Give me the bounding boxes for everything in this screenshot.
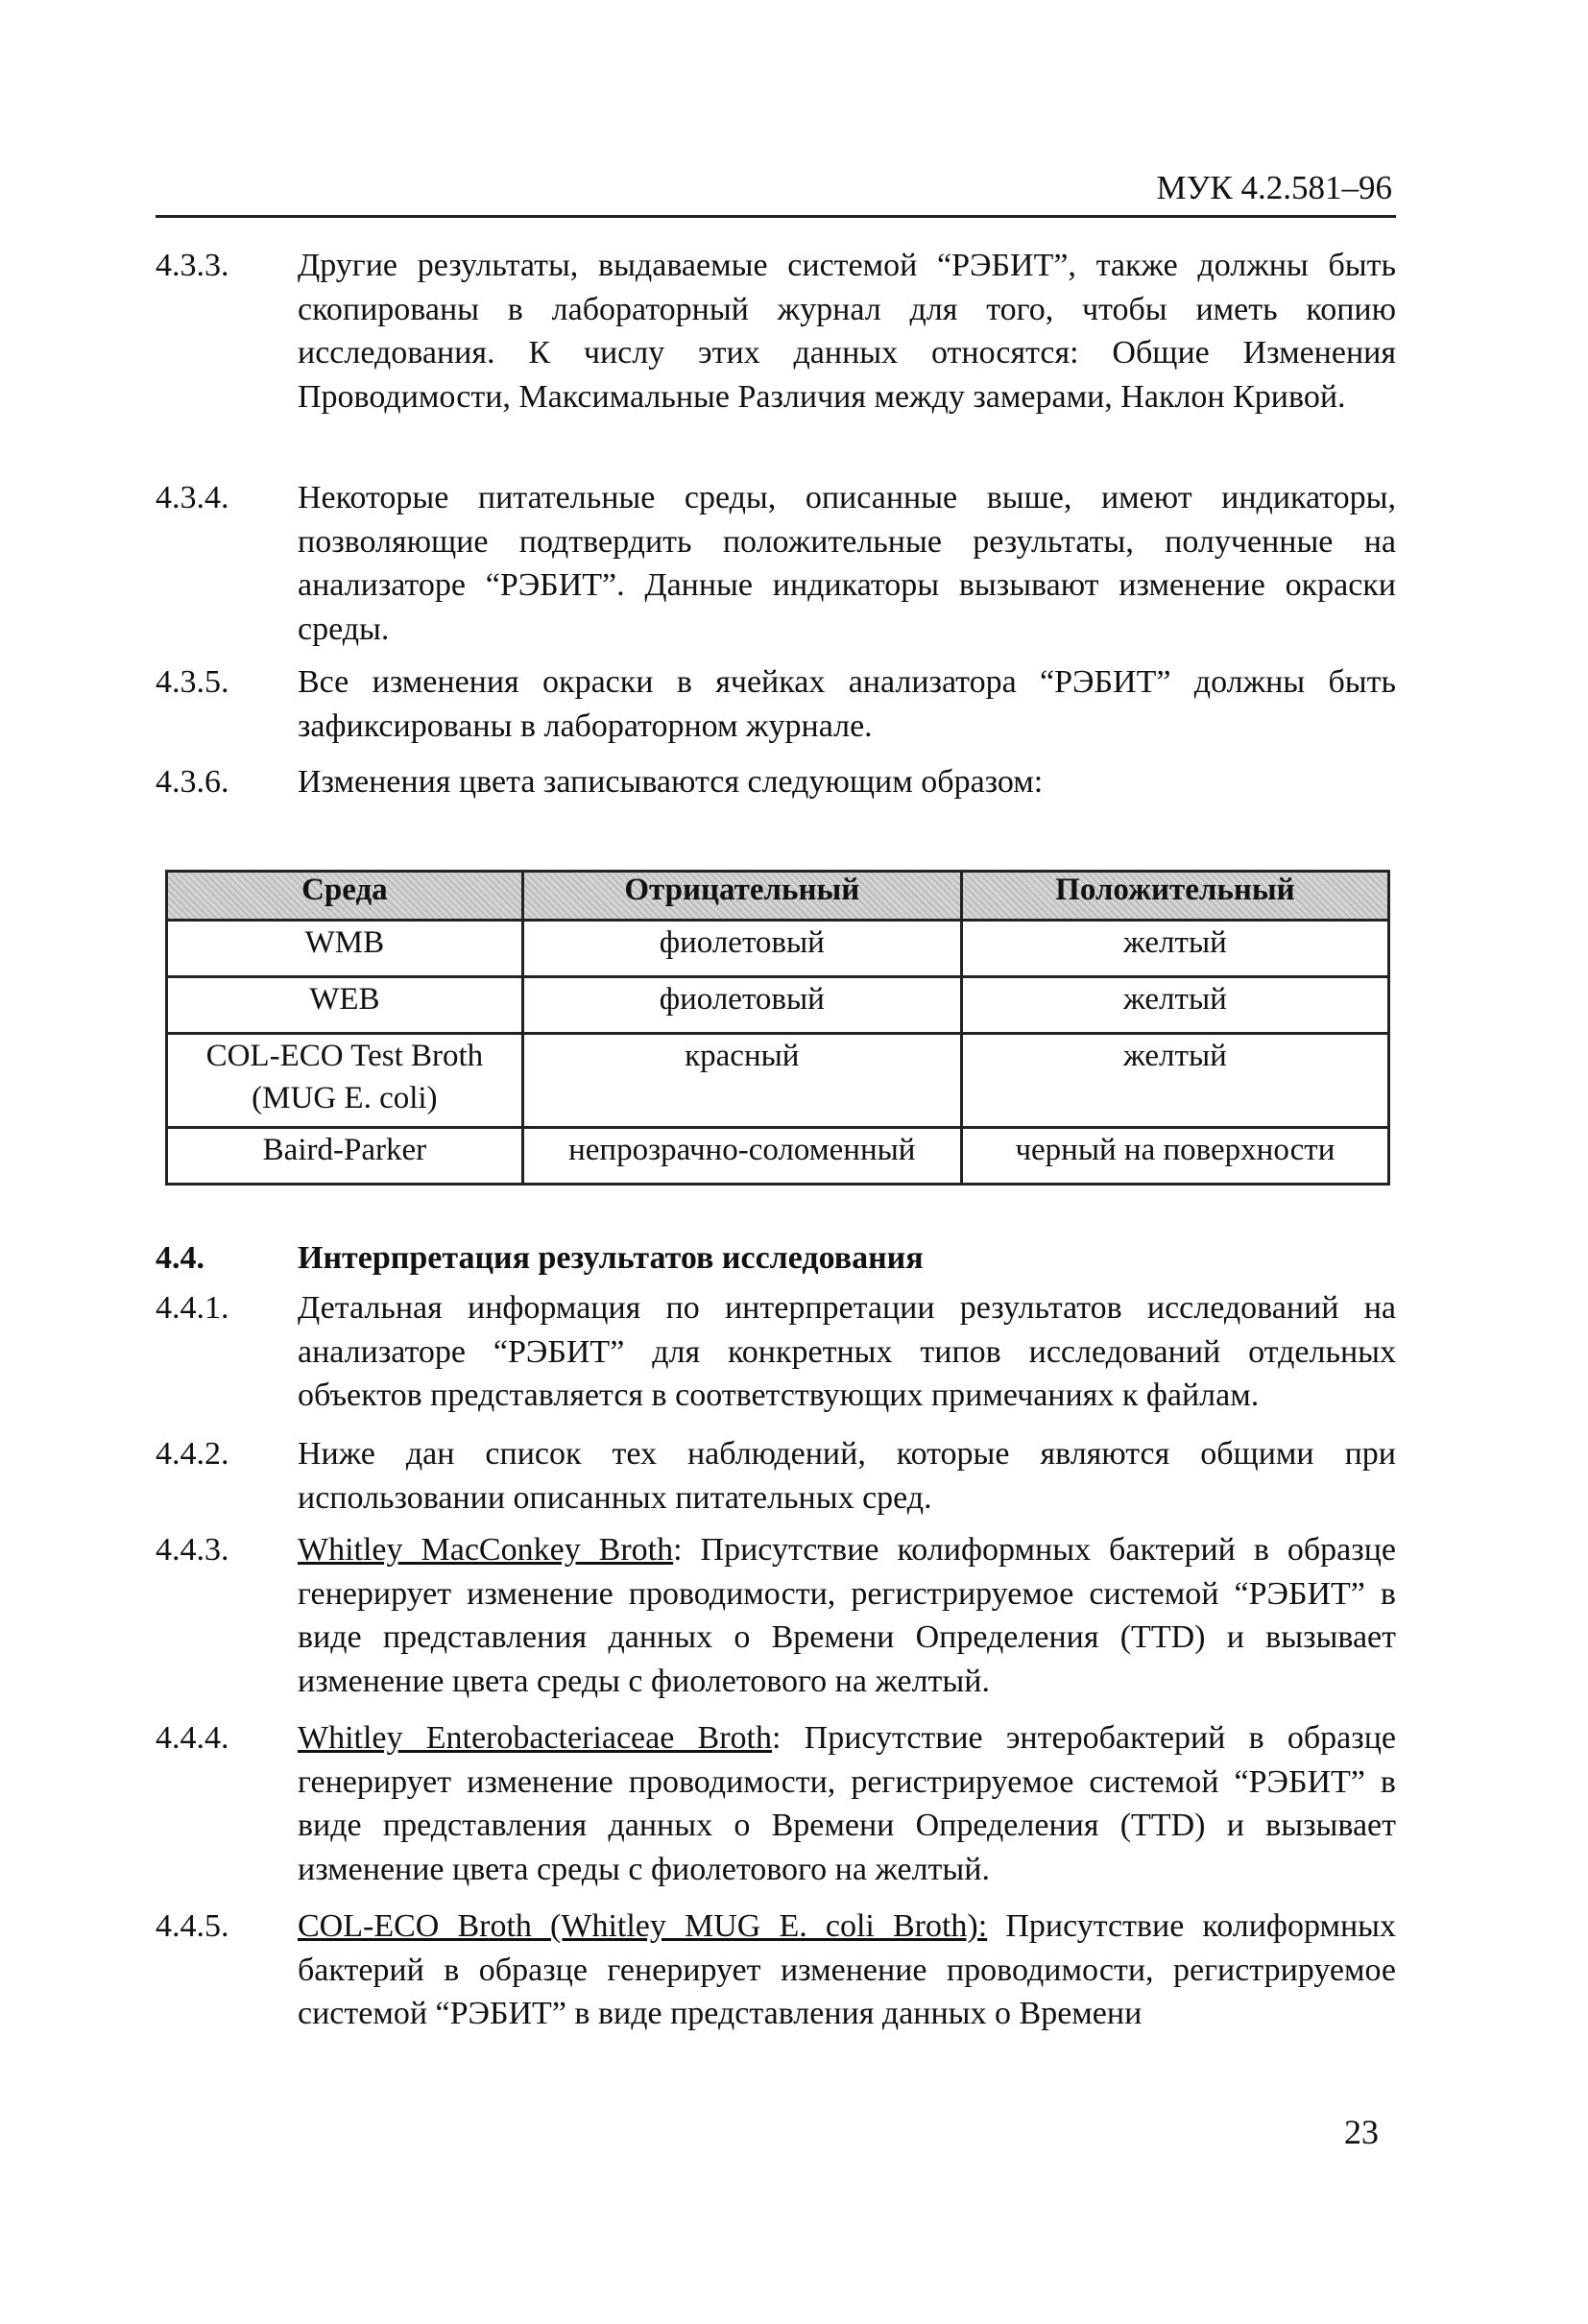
table-row — [167, 977, 1389, 1034]
paragraph-number: 4.3.5. — [156, 664, 229, 700]
cell-positive: черный на поверхности — [961, 1128, 1388, 1185]
table-header-row — [167, 872, 1389, 921]
header-medium: Среда — [167, 872, 523, 921]
paragraph-number: 4.3.6. — [156, 764, 229, 800]
document-code: МУК 4.2.581–96 — [1156, 169, 1392, 206]
cell-positive: желтый — [961, 977, 1388, 1034]
cell-negative: фиолетовый — [522, 977, 961, 1034]
cell-medium: COL-ECO Test Broth (MUG E. coli) — [167, 1034, 523, 1128]
cell-medium: WMB — [167, 921, 523, 977]
section-number: 4.4. — [156, 1240, 205, 1276]
header-negative: Отрицательный — [522, 872, 961, 921]
cell-medium: Baird-Parker — [167, 1128, 523, 1185]
page-number: 23 — [1344, 2113, 1379, 2151]
paragraph-body: : Присутствие колиформных бактерий в образце генерирует изменение проводимости, регистрируемое системой “РЭБИТ” в виде представления данных о Времени Определения (TTD) и вызывает изменение цвета среды с фиолетового на желтый. — [298, 1532, 1396, 1699]
paragraph-text — [298, 1716, 1396, 1891]
table-row — [167, 921, 1389, 977]
cell-positive: желтый — [961, 1034, 1388, 1128]
color-change-table — [165, 870, 1390, 1186]
table-row — [167, 1034, 1389, 1128]
paragraph-text: Изменения цвета записываются следующим образом: — [298, 764, 1044, 800]
cell-negative: красный — [522, 1034, 961, 1128]
paragraph-number: 4.3.4. — [156, 480, 229, 515]
paragraph-number: 4.4.2. — [156, 1436, 229, 1472]
paragraph-text: Другие результаты, выдаваемые системой “РЭБИТ”, также должны быть скопированы в лабораторный журнал для того, чтобы иметь копию исследования. К числу этих данных относятся: Общие Изменения Проводимости, Максимальные Различия между замерами, Наклон Кривой. — [298, 248, 1396, 415]
paragraph-text — [298, 1905, 1396, 2036]
paragraph-text: Ниже дан список тех наблюдений, которые являются общими при использовании описанных питательных сред. — [298, 1436, 1396, 1516]
cell-medium: WEB — [167, 977, 523, 1034]
medium-name: Whitley MacConkey Broth — [298, 1532, 674, 1568]
header-rule — [156, 215, 1396, 218]
header-positive: Положительный — [961, 872, 1388, 921]
paragraph-text — [298, 1528, 1396, 1703]
paragraph-number: 4.4.3. — [156, 1532, 229, 1568]
paragraph-body: : Присутствие энтеробактерий в образце генерирует изменение проводимости, регистрируемое системой “РЭБИТ” в виде представления данных о Времени Определения (TTD) и вызывает изменение цвета среды с фиолетового на желтый. — [298, 1720, 1396, 1887]
cell-positive: желтый — [961, 921, 1388, 977]
paragraph-text: Все изменения окраски в ячейках анализатора “РЭБИТ” должны быть зафиксированы в лабораторном журнале. — [298, 664, 1396, 744]
paragraph-text: Некоторые питательные среды, описанные выше, имеют индикаторы, позволяющие подтвердить положительные результаты, полученные на анализаторе “РЭБИТ”. Данные индикаторы вызывают изменение окраски среды. — [298, 480, 1396, 647]
table-row — [167, 1128, 1389, 1185]
cell-negative: непрозрачно-соломенный — [522, 1128, 961, 1185]
medium-name: Whitley Enterobacteriaceae Broth — [298, 1720, 772, 1756]
paragraph-number: 4.4.1. — [156, 1290, 229, 1326]
section-title: Интерпретация результатов исследования — [298, 1240, 924, 1276]
paragraph-body: Присутствие колиформных бактерий в образце генерирует изменение проводимости, регистрируемое системой “РЭБИТ” в виде представления данных о Времени — [298, 1908, 1396, 2031]
medium-name: COL-ECO Broth (Whitley MUG E. coli Broth): — [298, 1908, 988, 1944]
paragraph-number: 4.3.3. — [156, 248, 229, 283]
cell-negative: фиолетовый — [522, 921, 961, 977]
paragraph-number: 4.4.5. — [156, 1908, 229, 1944]
paragraph-text: Детальная информация по интерпретации результатов исследований на анализаторе “РЭБИТ” для конкретных типов исследований отдельных объектов представляется в соответствующих примечаниях к файлам. — [298, 1290, 1396, 1413]
paragraph-number: 4.4.4. — [156, 1720, 229, 1756]
